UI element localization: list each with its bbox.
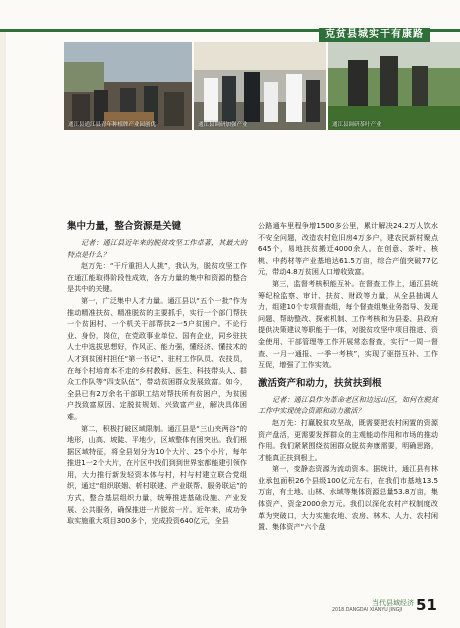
interview-question-2: 记者：通江县作为革命老区和边远山区，如何在脱贫工作中实现统合资源和动力激活？ bbox=[258, 394, 438, 416]
answer-paragraph: 公路通车里程争增1500多公里，累计解决24.2万人饮水不安全问题，改造农村危旧房4万多户，建农民新村聚点645个，易地扶贫搬迁4000余人。在创意、茶叶、核桃、中药材等产业基地达61.5万亩，综合产值突破77亿元，带动4.8万贫困人口增收致富。 bbox=[258, 221, 438, 277]
interview-question-1: 记者：通江县近年来的脱贫攻坚工作卓著，其最大的特点是什么？ bbox=[67, 238, 247, 259]
photo-3 bbox=[328, 42, 460, 130]
page-gutter bbox=[0, 30, 6, 628]
photo-1 bbox=[64, 42, 192, 130]
section-tag: 克贫县城实干有康路 bbox=[319, 28, 430, 42]
answer-paragraph: 赵万先：打赢脱贫攻坚战，既需要把农村闲置的资源资产盘活，更需要发挥群众的主观能动作用和市场的推动作用。我们紧紧围绕贫困群众脱贫奔康需要，明确思路，才能真正扶到根上。 bbox=[258, 417, 438, 462]
answer-paragraph: 赵万先：“干斤重担人人挑”，我认为，脱贫攻坚工作在通江能取得阶段性成效，各方力量的集中和资源的整合是共中的关键。 bbox=[67, 261, 247, 294]
photo-3-caption: 通江县调研茶叶产业 bbox=[332, 122, 382, 128]
photo-3-image bbox=[328, 42, 460, 130]
section-heading-1: 集中力量，整合资源是关键 bbox=[67, 221, 182, 232]
article-column-1 bbox=[67, 220, 247, 527]
page-number: 51 bbox=[416, 596, 437, 614]
photo-1-image bbox=[64, 42, 192, 130]
answer-paragraph: 第一，广泛集中人才力量。通江县以“五个一批”作为推动精准扶贫、精准脱贫的主要抓手，实行一个部门帮扶一个贫困村、一个机关干部帮扶2一5户贫困户。不论行业、身份，岗位，在党政事业单位、国有企业，同乡驻扶人士中选拔思想好，作风正、能力强，懂经济、懂技术的人才到贫困村担任“第一书记”、驻村工作队员、农技员，在每个村培育本不走的乡村教师、医生、科技带头人、群众工作队等“四支队伍”，带动贫困群众发展致富。如今，全县已有2万余名干部职工结对帮扶所有贫困户，为贫困户找致富原因、定脱贫规划、兴致富产业，解决具体困难。 bbox=[67, 295, 247, 421]
photo-2-caption: 通江县调研加强产业 bbox=[198, 122, 248, 128]
photo-2-image bbox=[194, 42, 326, 130]
section-heading-2: 激活资产和动力，扶贫扶到根 bbox=[258, 377, 382, 389]
answer-paragraph: 第二，积极打破区域限制。通江县是“三山夹两谷”的地形，山高、坡陡、平地少，区域整体有困突出。我们根据区域特征，将全县划分为10个大片、25个小片，每年推进1一2个大片，在片区中找们到到世界室都能建引领作用，大力推行新发轻资本体与村，村与村建立联合党组织，通过“组织联姻、析村联建、产业联帮、服务联运”的方式，整合基层组织力量，统筹推进基础设施、产业发展、公共服务，确保推进一片脱贫一片。近年来，成功争取实施重大项目300多个，完成投资640亿元，全县 bbox=[67, 423, 247, 526]
magazine-name: 当代县域经济 bbox=[372, 599, 414, 607]
answer-paragraph: 第一，变静态资源为流动资本。据统计，通江县有林业承包面积26个县级100亿元左右，在我们市基地13.5万亩，有土地、山林、水域等集体资源总量53.8万亩，集体资产、资金2000余万元。我们以深化农村产权制度改革为突破口，大力实施农地、农房、林木、人力、农村闲置、集体资产“六个盘 bbox=[258, 464, 438, 532]
article-column-2 bbox=[258, 220, 438, 533]
answer-paragraph: 第三，监督考核积能互补。在督查工作上，通江县统筹纪检监察、审计、扶贫、财政等力量，从全县抽调人力，组建10个专项督查组，每个督查组集业务指导、发现问题、帮助整改、探索机制、工作考核和为县委、县政府提供决策建议等职能于一体，对脱贫攻坚中项目推进、资金使用、干部管理等工作开展常态督查，实行“一周一督查、一月一通报、一季一考核”，实现了驱搭互补、工作互促，增强了工作实效。 bbox=[258, 278, 438, 370]
photo-2 bbox=[194, 42, 326, 130]
photo-1-caption: 通江县通江县青年种植牌产业园创优 bbox=[68, 122, 157, 128]
issue-label: 2018.DANGDAI XIANYU JINGJI bbox=[332, 608, 403, 613]
